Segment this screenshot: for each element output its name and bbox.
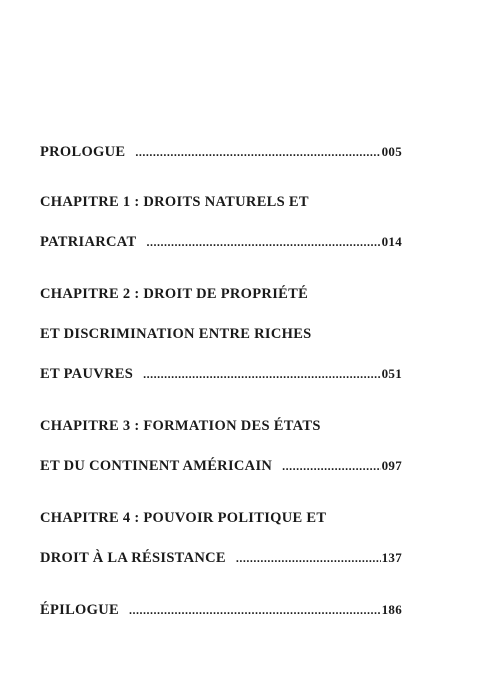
toc-line: [40, 364, 402, 384]
dot-leader: [129, 600, 381, 620]
dot-leader: [135, 142, 380, 162]
toc-entry-epilogue: [40, 600, 402, 620]
toc-entry-title: PATRIARCAT: [40, 234, 137, 250]
toc-entry-chapitre-4: [40, 508, 402, 568]
dot-leader: [143, 364, 380, 384]
toc-entry-chapitre-2: [40, 284, 402, 384]
dot-leader: [236, 548, 381, 568]
toc-line: CHAPITRE 3 : FORMATION DES ÉTATS: [40, 418, 321, 434]
toc-line: CHAPITRE 1 : DROITS NATURELS ET: [40, 194, 309, 210]
toc-page-number: 014: [381, 234, 402, 249]
toc-entry-title: ET DU CONTINENT AMÉRICAIN: [40, 458, 273, 474]
toc-entry-prologue: [40, 142, 402, 162]
toc-line: [40, 600, 402, 620]
toc-page-number: 097: [381, 458, 402, 473]
toc-line: CHAPITRE 2 : DROIT DE PROPRIÉTÉ: [40, 286, 309, 302]
toc-entry-title: PROLOGUE: [40, 144, 126, 160]
toc-entry-chapitre-3: [40, 416, 402, 476]
toc-line: [40, 456, 402, 476]
toc-entry-chapitre-1: [40, 192, 402, 252]
toc-entry-title: DROIT À LA RÉSISTANCE: [40, 550, 226, 566]
table-of-contents: [40, 142, 402, 620]
toc-page-number: 186: [381, 602, 402, 617]
toc-page-number: 051: [381, 366, 402, 381]
toc-line: ET DISCRIMINATION ENTRE RICHES: [40, 326, 312, 342]
toc-line: [40, 142, 402, 162]
toc-line: [40, 548, 402, 568]
toc-line: [40, 232, 402, 252]
toc-entry-title: ÉPILOGUE: [40, 602, 119, 618]
toc-page-number: 137: [381, 550, 402, 565]
dot-leader: [282, 456, 380, 476]
toc-entry-title: ET PAUVRES: [40, 366, 134, 382]
dot-leader: [146, 232, 380, 252]
toc-line: CHAPITRE 4 : POUVOIR POLITIQUE ET: [40, 510, 327, 526]
toc-page-number: 005: [381, 144, 402, 159]
